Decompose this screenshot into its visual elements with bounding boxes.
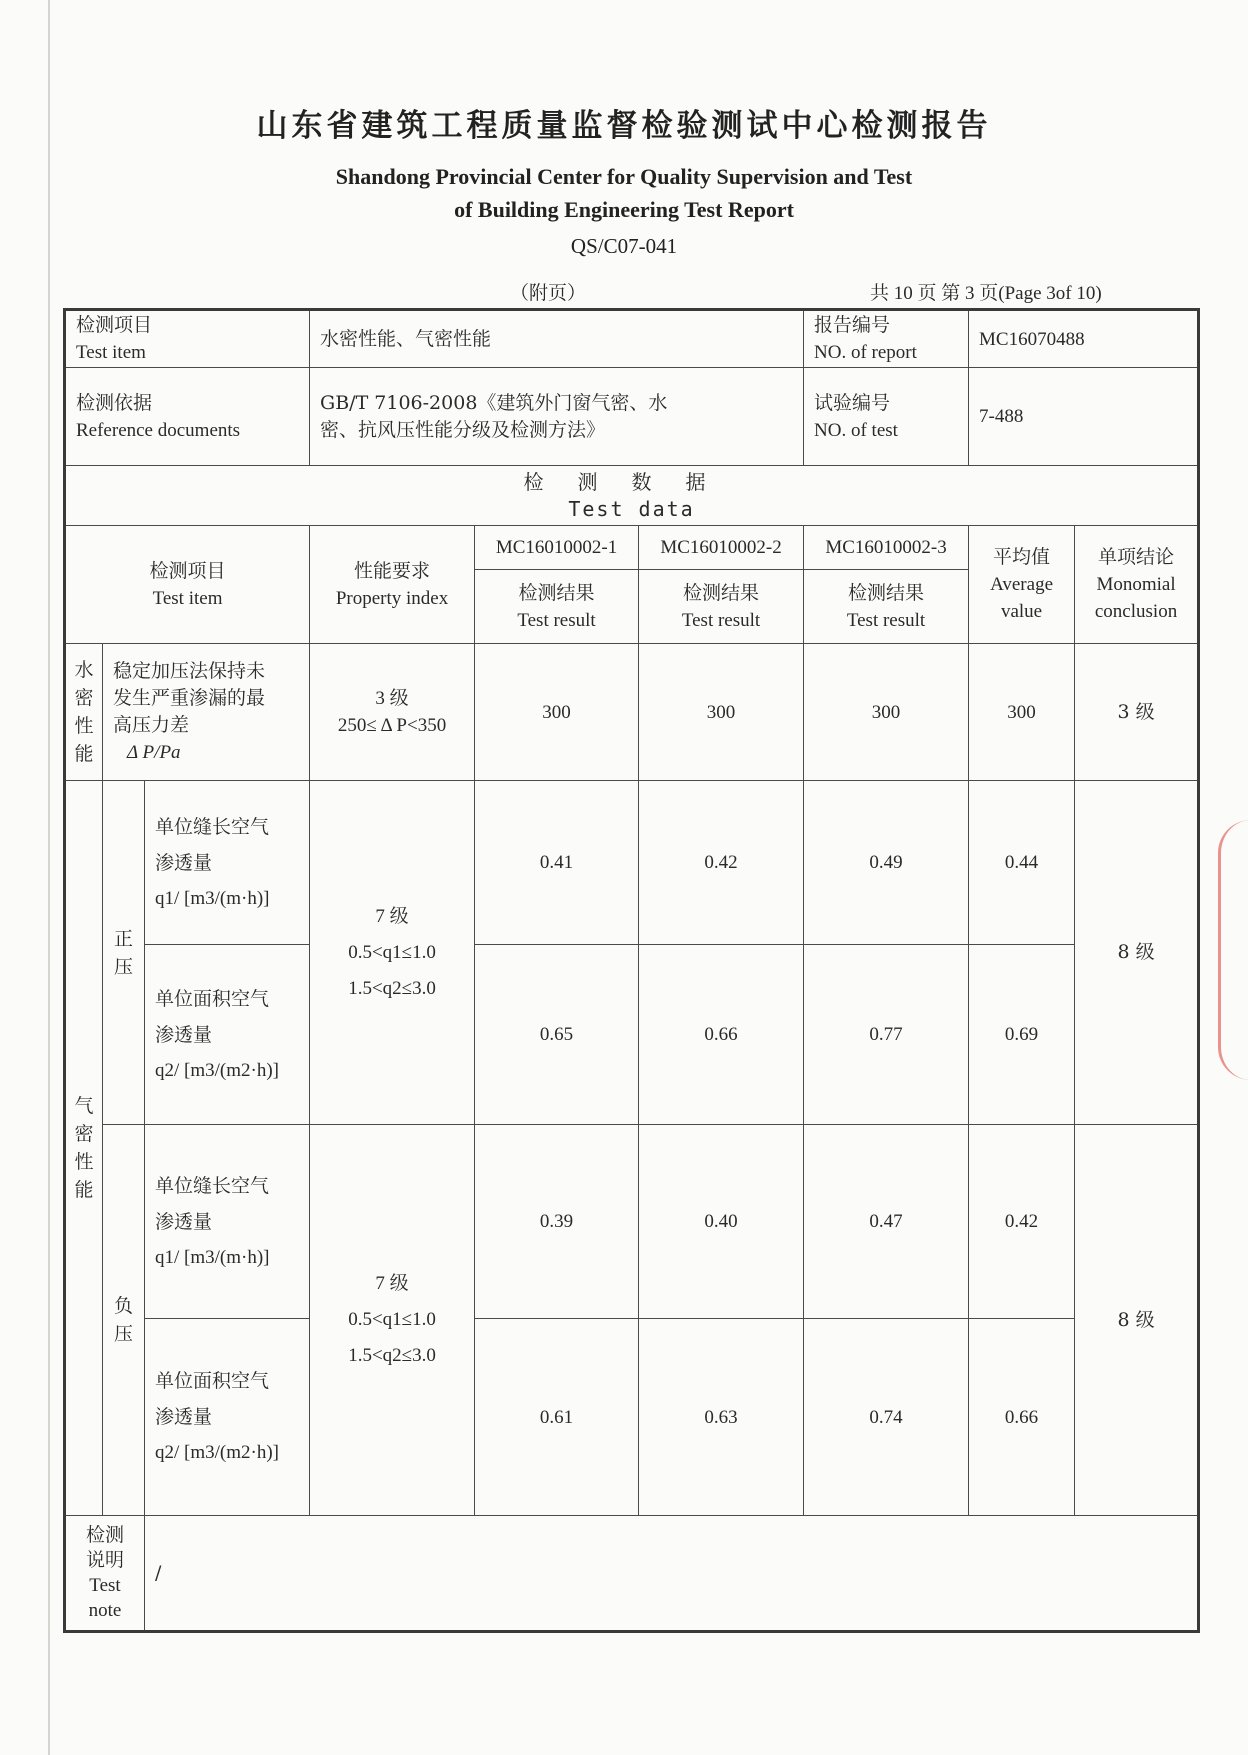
- air-positive-q2-item-line1: 单位面积空气: [155, 987, 270, 1010]
- air-negative-q2-value-2: 0.63: [639, 1319, 804, 1516]
- air-negative-label: [103, 1125, 145, 1516]
- water-item-line2: 发生严重渗漏的最: [113, 687, 266, 709]
- report-title-en-line1: Shandong Provincial Center for Quality Supervision and Test: [335, 164, 913, 189]
- air-positive-q1-value-3: 0.49: [804, 781, 969, 945]
- col-header-item-zh: 检测项目: [149, 560, 226, 582]
- air-negative-q1-row: [65, 1125, 1199, 1319]
- air-positive-q2-unit: q2/ [m3/(m2·h)]: [155, 1059, 280, 1081]
- air-positive-q1-row: [65, 781, 1199, 945]
- note-label-en-2: note: [88, 1600, 122, 1621]
- reference-value-line1: GB/T 7106-2008《建筑外门窗气密、水: [320, 391, 668, 414]
- air-negative-q2-row: [65, 1319, 1199, 1516]
- air-negative-q1-item-line1: 单位缝长空气: [155, 1174, 270, 1197]
- air-positive-q1-average: 0.44: [969, 781, 1075, 945]
- water-value-3: 300: [804, 644, 969, 781]
- air-positive-q1-unit: q1/ [m3/(m·h)]: [155, 887, 270, 909]
- air-negative-q2-item-line1: 单位面积空气: [155, 1370, 270, 1392]
- air-positive-requirement-line3: 1.5<q2≤3.0: [348, 977, 436, 999]
- air-negative-q2-item: [145, 1319, 310, 1516]
- test-item-value: 水密性能、气密性能: [310, 310, 804, 368]
- col-header-item-en: Test item: [152, 587, 223, 609]
- air-negative-q2-item-line2: 渗透量: [155, 1406, 213, 1428]
- page-edge: [48, 0, 50, 1755]
- test-no-value: 7-488: [969, 368, 1199, 466]
- air-negative-q1-unit: q1/ [m3/(m·h)]: [155, 1246, 270, 1268]
- report-title-en-line2: of Building Engineering Test Report: [454, 197, 794, 222]
- report-table: [63, 308, 1200, 1633]
- test-data-heading-row: [65, 466, 1199, 526]
- col-header-sample-2: MC16010002-2: [639, 526, 804, 570]
- air-positive-requirement-line1: 7 级: [375, 905, 409, 927]
- col-header-average-en-1: Average: [990, 574, 1053, 595]
- report-no-label-zh: 报告编号: [814, 315, 891, 336]
- water-item-unit: Δ P/Pa: [127, 742, 181, 763]
- report-title-en: [0, 160, 1248, 226]
- col-header-conclusion: [1075, 526, 1199, 644]
- water-item-line1: 稳定加压法保持未: [113, 660, 266, 682]
- air-positive-q2-item-line2: 渗透量: [155, 1023, 213, 1046]
- air-positive-q2-row: [65, 945, 1199, 1125]
- doc-code: QS/C07-041: [570, 234, 678, 258]
- col-header-conclusion-zh: 单项结论: [1098, 547, 1175, 568]
- column-header-row: [65, 526, 1199, 570]
- col-header-item: [65, 526, 310, 644]
- air-positive-label: [103, 781, 145, 1125]
- air-positive-q2-item: [145, 945, 310, 1125]
- water-requirement-line2: 250≤ Δ P<350: [337, 715, 447, 736]
- air-positive-q1-value-2: 0.42: [639, 781, 804, 945]
- col-header-average: [969, 526, 1075, 644]
- air-negative-q1-value-2: 0.40: [639, 1125, 804, 1319]
- air-category: [65, 781, 103, 1516]
- air-category-label: 气密性能: [74, 1095, 94, 1201]
- col-header-conclusion-en-2: conclusion: [1094, 601, 1178, 622]
- test-data-heading-zh: 检测数据: [523, 469, 740, 494]
- reference-label-en: Reference documents: [76, 419, 241, 441]
- col-header-average-zh: 平均值: [993, 547, 1051, 568]
- col-header-result-3-zh: 检测结果: [848, 582, 925, 604]
- air-negative-conclusion: 8 级: [1075, 1125, 1199, 1516]
- report-no-label: [804, 310, 969, 368]
- col-header-result-2-en: Test result: [681, 609, 761, 631]
- col-header-result-2-zh: 检测结果: [683, 582, 760, 604]
- test-no-label-zh: 试验编号: [814, 392, 891, 414]
- meta-row-reference: [65, 368, 1199, 466]
- air-negative-q2-unit: q2/ [m3/(m2·h)]: [155, 1442, 280, 1463]
- test-no-label-en: NO. of test: [814, 419, 898, 441]
- note-label: [65, 1516, 145, 1632]
- test-data-heading-en: Test data: [568, 496, 695, 521]
- note-label-en-1: Test: [89, 1575, 121, 1596]
- test-data-heading: [65, 466, 1199, 526]
- test-item-label-en: Test item: [76, 342, 146, 363]
- col-header-index: [310, 526, 475, 644]
- air-positive-q1-item-line2: 渗透量: [155, 851, 213, 874]
- water-value-1: 300: [475, 644, 639, 781]
- air-negative-requirement-line2: 0.5<q1≤1.0: [348, 1309, 436, 1330]
- water-category-label: 水密性能: [74, 659, 94, 765]
- air-negative-q1-item-line2: 渗透量: [155, 1210, 213, 1233]
- test-no-label: [804, 368, 969, 466]
- water-row: [65, 644, 1199, 781]
- col-header-average-en-2: value: [1000, 601, 1043, 622]
- report-title-zh: 山东省建筑工程质量监督检验测试中心检测报告: [256, 108, 992, 144]
- col-header-sample-1: MC16010002-1: [475, 526, 639, 570]
- col-header-result-2: [639, 570, 804, 644]
- test-item-label: [65, 310, 310, 368]
- col-header-index-zh: 性能要求: [354, 560, 431, 582]
- air-negative-q2-value-3: 0.74: [804, 1319, 969, 1516]
- air-positive-q1-item-line1: 单位缝长空气: [155, 815, 270, 838]
- air-positive-q2-value-1: 0.65: [475, 945, 639, 1125]
- col-header-result-3-en: Test result: [846, 609, 926, 631]
- reference-value-line2: 密、抗风压性能分级及检测方法》: [320, 418, 606, 441]
- air-positive-requirement: [310, 781, 475, 1125]
- air-negative-q1-item: [145, 1125, 310, 1319]
- col-header-result-1-en: Test result: [517, 609, 596, 631]
- air-negative-requirement-line3: 1.5<q2≤3.0: [348, 1345, 436, 1366]
- page-info: 共 10 页 第 3 页(Page 3of 10): [870, 283, 1102, 304]
- col-header-conclusion-en-1: Monomial: [1096, 574, 1176, 595]
- water-category: [65, 644, 103, 781]
- red-stamp-edge: [1218, 820, 1248, 1080]
- col-header-result-3: [804, 570, 969, 644]
- water-item-line3: 高压力差: [113, 714, 190, 736]
- water-conclusion: 3 级: [1075, 644, 1199, 781]
- air-negative-q1-value-3: 0.47: [804, 1125, 969, 1319]
- appendix-label: （附页）: [510, 282, 587, 304]
- air-negative-q2-average: 0.66: [969, 1319, 1075, 1516]
- air-positive-label-text: 正压: [113, 927, 133, 978]
- air-negative-q1-average: 0.42: [969, 1125, 1075, 1319]
- air-positive-requirement-line2: 0.5<q1≤1.0: [348, 941, 436, 963]
- col-header-result-1: [475, 570, 639, 644]
- air-positive-conclusion: 8 级: [1075, 781, 1199, 1125]
- air-negative-requirement-line1: 7 级: [375, 1273, 409, 1294]
- col-header-sample-3: MC16010002-3: [804, 526, 969, 570]
- col-header-index-en: Property index: [335, 587, 449, 609]
- report-no-label-en: NO. of report: [814, 342, 917, 363]
- report-no-value: MC16070488: [969, 310, 1199, 368]
- note-row: [65, 1516, 1199, 1632]
- water-average: 300: [969, 644, 1075, 781]
- reference-label-zh: 检测依据: [76, 392, 153, 414]
- water-item: [103, 644, 310, 781]
- note-label-zh: 检测说明: [85, 1525, 124, 1571]
- air-negative-q1-value-1: 0.39: [475, 1125, 639, 1319]
- air-negative-label-text: 负压: [113, 1295, 133, 1345]
- reference-label: [65, 368, 310, 466]
- water-value-2: 300: [639, 644, 804, 781]
- air-positive-q2-average: 0.69: [969, 945, 1075, 1125]
- air-positive-q2-value-3: 0.77: [804, 945, 969, 1125]
- reference-value: [310, 368, 804, 466]
- air-negative-requirement: [310, 1125, 475, 1516]
- air-positive-q1-value-1: 0.41: [475, 781, 639, 945]
- water-requirement-line1: 3 级: [375, 688, 409, 709]
- air-positive-q2-value-2: 0.66: [639, 945, 804, 1125]
- note-value: /: [145, 1516, 1199, 1632]
- water-requirement: [310, 644, 475, 781]
- meta-row-test-item: [65, 310, 1199, 368]
- col-header-result-1-zh: 检测结果: [518, 582, 595, 604]
- test-item-label-zh: 检测项目: [76, 315, 153, 336]
- air-negative-q2-value-1: 0.61: [475, 1319, 639, 1516]
- air-positive-q1-item: [145, 781, 310, 945]
